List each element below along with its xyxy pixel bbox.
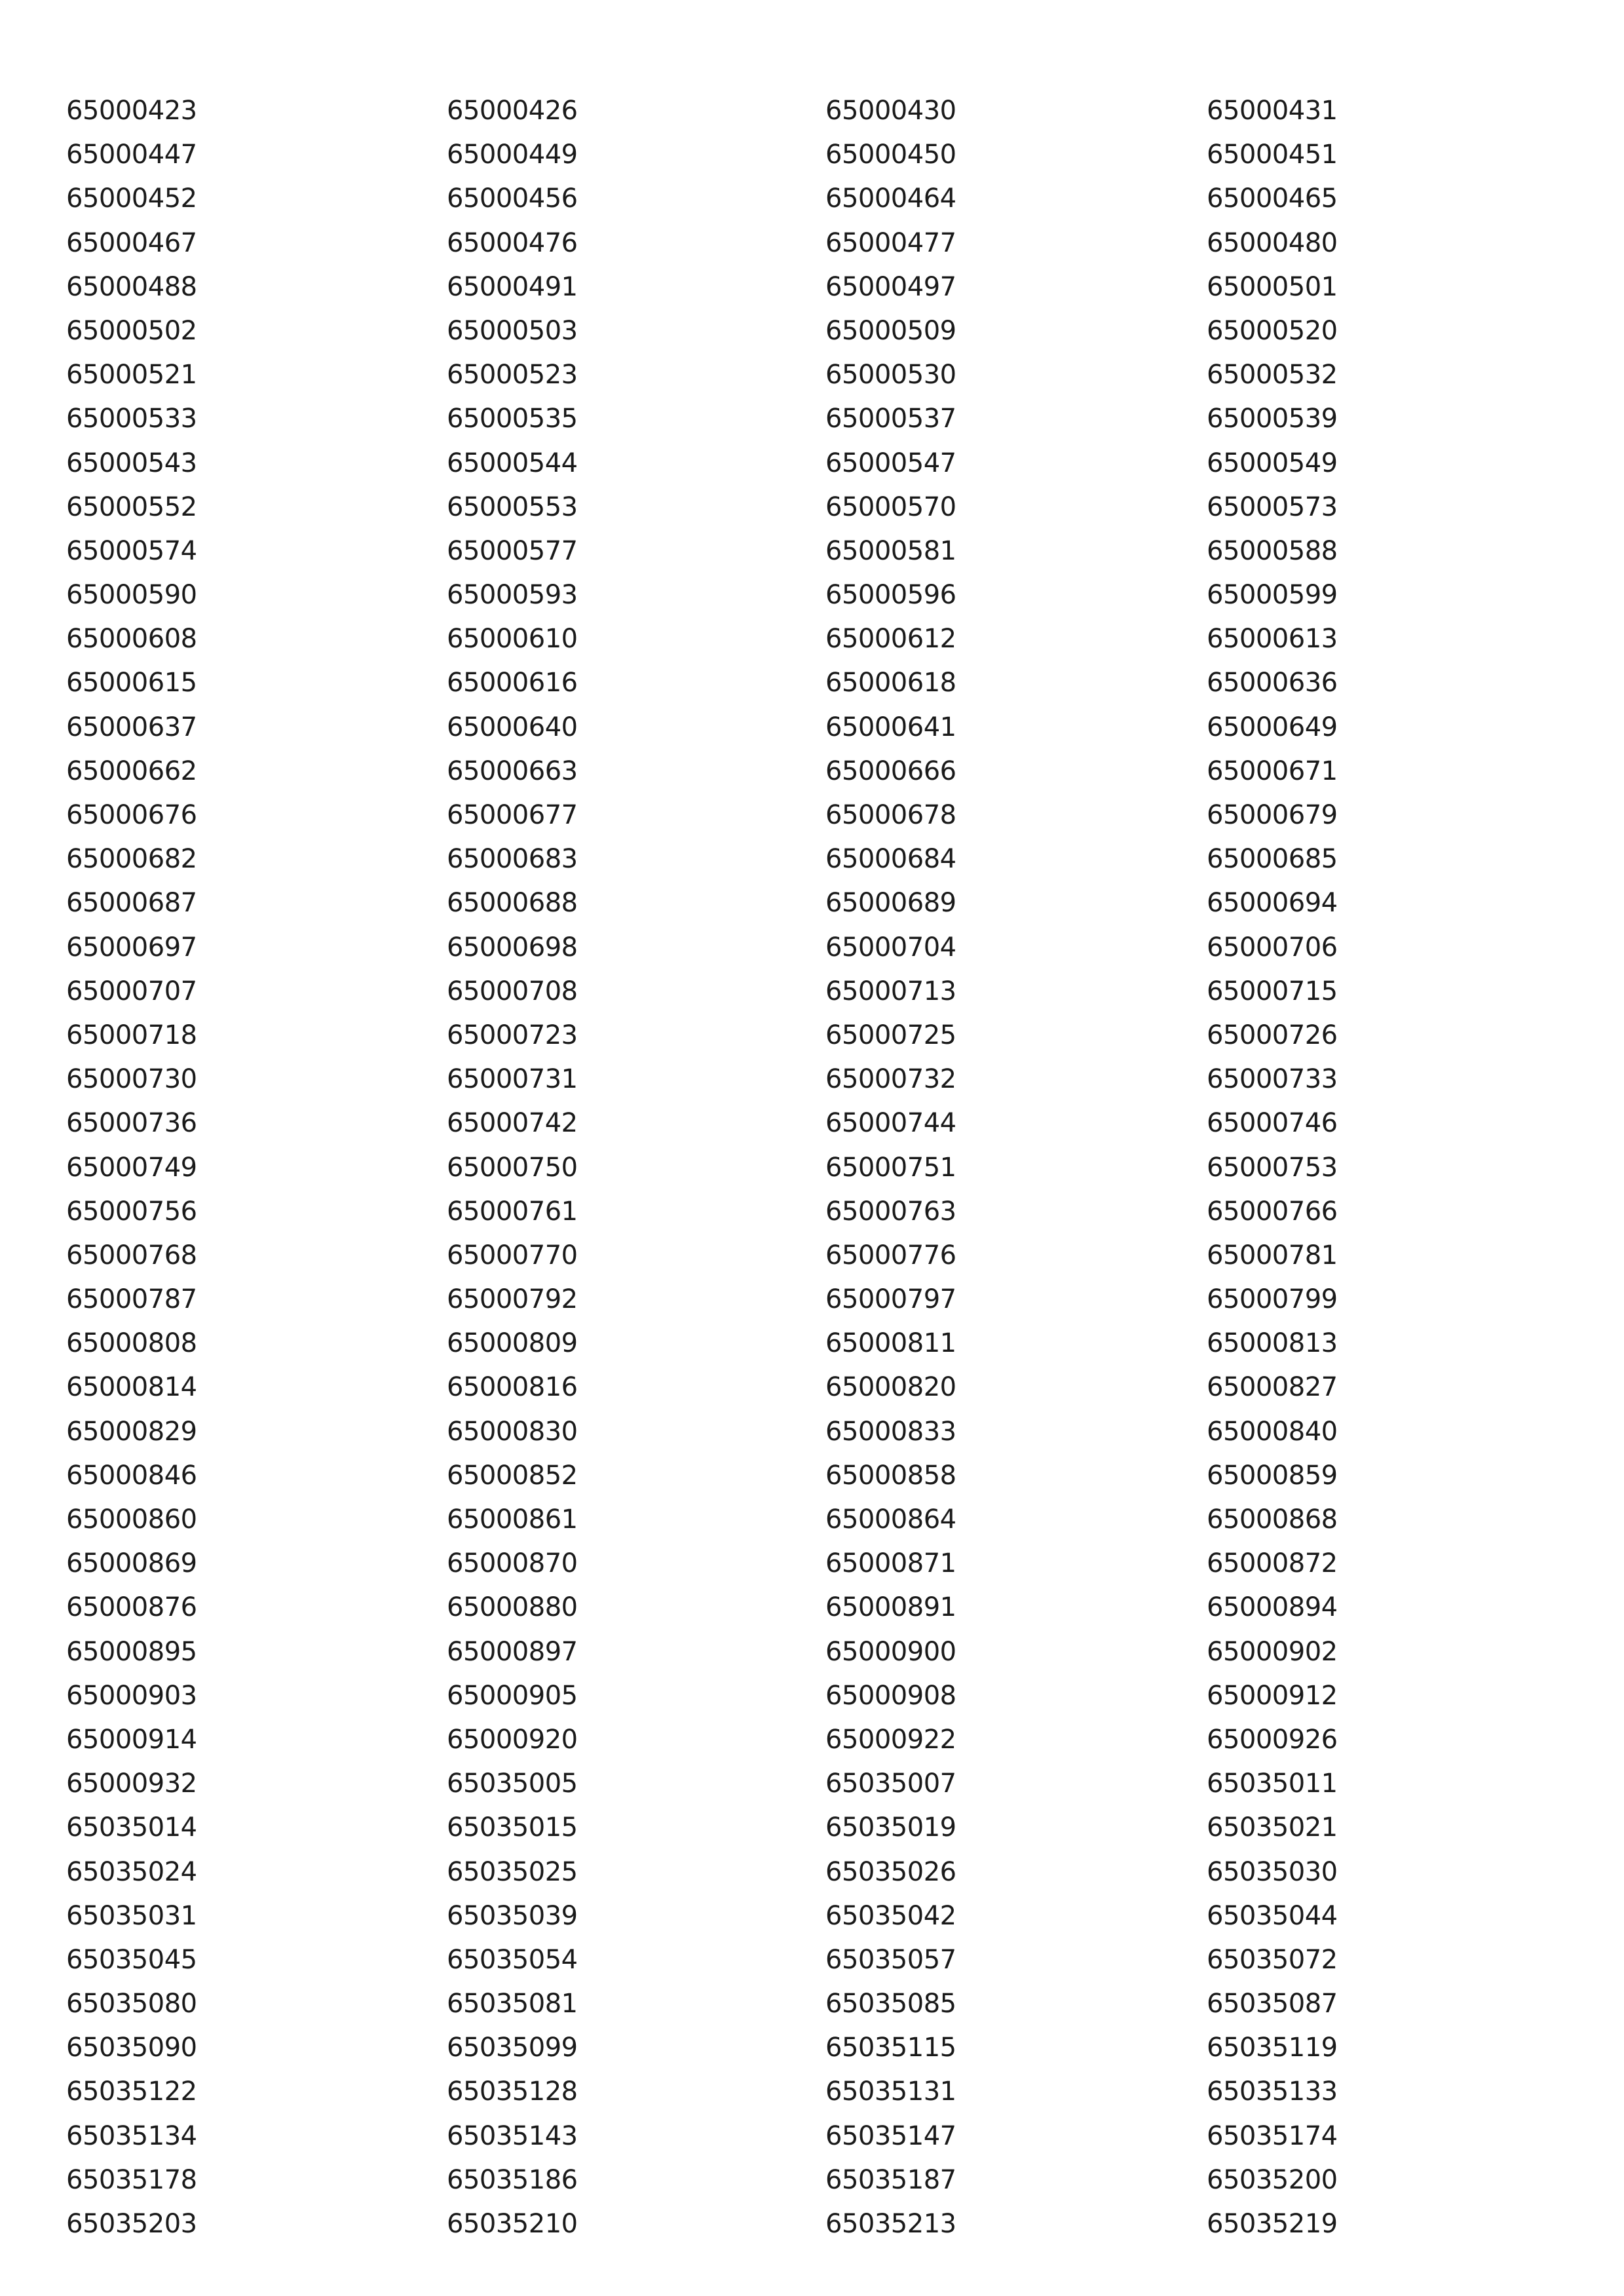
table-cell: 65000581 (825, 535, 956, 566)
table-cell: 65000509 (825, 315, 956, 346)
table-cell: 65000685 (1207, 844, 1338, 875)
table-cell: 65000678 (825, 800, 956, 830)
table-cell: 65035174 (1207, 2120, 1338, 2151)
table-cell: 65000641 (825, 712, 956, 742)
table-cell: 65000813 (1207, 1328, 1338, 1359)
table-cell: 65000464 (825, 183, 956, 214)
table-cell: 65000477 (825, 227, 956, 258)
table-cell: 65035057 (825, 1944, 956, 1975)
table-cell: 65000792 (447, 1284, 578, 1315)
table-cell: 65035128 (447, 2076, 578, 2107)
table-cell: 65035019 (825, 1812, 956, 1843)
table-cell: 65000451 (1207, 140, 1338, 170)
table-cell: 65000781 (1207, 1240, 1338, 1271)
table-cell: 65000523 (447, 360, 578, 391)
table-cell: 65000682 (66, 844, 197, 875)
table-cell: 65000846 (66, 1460, 197, 1491)
table-cell: 65000610 (447, 624, 578, 655)
table-cell: 65000811 (825, 1328, 956, 1359)
table-cell: 65035200 (1207, 2164, 1338, 2195)
table-cell: 65000871 (825, 1548, 956, 1579)
table-cell: 65000912 (1207, 1680, 1338, 1711)
table-cell: 65000491 (447, 271, 578, 302)
table-cell: 65000476 (447, 227, 578, 258)
table-cell: 65035014 (66, 1812, 197, 1843)
table-cell: 65000900 (825, 1636, 956, 1667)
table-cell: 65000426 (447, 96, 578, 126)
table-cell: 65035147 (825, 2120, 956, 2151)
table-cell: 65000447 (66, 140, 197, 170)
table-cell: 65000708 (447, 976, 578, 1006)
table-cell: 65000679 (1207, 800, 1338, 830)
table-cell: 65035186 (447, 2164, 578, 2195)
table-cell: 65000684 (825, 844, 956, 875)
table-cell: 65035024 (66, 1856, 197, 1887)
table-cell: 65000612 (825, 624, 956, 655)
table-cell: 65000859 (1207, 1460, 1338, 1491)
table-cell: 65000746 (1207, 1108, 1338, 1139)
table-cell: 65000480 (1207, 227, 1338, 258)
table-cell: 65000431 (1207, 96, 1338, 126)
table-cell: 65000830 (447, 1416, 578, 1447)
table-cell: 65000704 (825, 932, 956, 963)
table-cell: 65000768 (66, 1240, 197, 1271)
table-cell: 65000430 (825, 96, 956, 126)
code-table (66, 89, 1469, 2246)
table-cell: 65000677 (447, 800, 578, 830)
table-cell: 65000902 (1207, 1636, 1338, 1667)
table-cell: 65035122 (66, 2076, 197, 2107)
table-cell: 65000742 (447, 1108, 578, 1139)
table-cell: 65035119 (1207, 2033, 1338, 2063)
table-cell: 65035099 (447, 2033, 578, 2063)
table-cell: 65000766 (1207, 1196, 1338, 1227)
table-cell: 65000827 (1207, 1372, 1338, 1403)
table-cell: 65000588 (1207, 535, 1338, 566)
table-cell: 65000718 (66, 1020, 197, 1050)
table-cell: 65035025 (447, 1856, 578, 1887)
table-cell: 65000497 (825, 271, 956, 302)
table-cell: 65000456 (447, 183, 578, 214)
table-cell: 65000732 (825, 1064, 956, 1095)
table-cell: 65035005 (447, 1769, 578, 1799)
table-cell: 65000608 (66, 624, 197, 655)
table-cell: 65035219 (1207, 2209, 1338, 2239)
table-cell: 65000636 (1207, 668, 1338, 698)
table-cell: 65000570 (825, 491, 956, 522)
table-cell: 65000814 (66, 1372, 197, 1403)
table-cell: 65000574 (66, 535, 197, 566)
table-cell: 65000539 (1207, 404, 1338, 434)
table-cell: 65035087 (1207, 1989, 1338, 2019)
table-cell: 65000880 (447, 1592, 578, 1623)
table-cell: 65000833 (825, 1416, 956, 1447)
table-cell: 65000858 (825, 1460, 956, 1491)
table-cell: 65000615 (66, 668, 197, 698)
table-cell: 65000744 (825, 1108, 956, 1139)
table-cell: 65000753 (1207, 1152, 1338, 1183)
table-cell: 65000637 (66, 712, 197, 742)
table-cell: 65000599 (1207, 580, 1338, 611)
table-cell: 65000423 (66, 96, 197, 126)
table-cell: 65000596 (825, 580, 956, 611)
table-cell: 65000908 (825, 1680, 956, 1711)
table-cell: 65000698 (447, 932, 578, 963)
table-cell: 65000840 (1207, 1416, 1338, 1447)
table-cell: 65000872 (1207, 1548, 1338, 1579)
table-cell: 65000449 (447, 140, 578, 170)
table-cell: 65000749 (66, 1152, 197, 1183)
table-cell: 65000521 (66, 360, 197, 391)
table-cell: 65000553 (447, 491, 578, 522)
table-cell: 65000932 (66, 1769, 197, 1799)
table-cell: 65000852 (447, 1460, 578, 1491)
table-cell: 65035115 (825, 2033, 956, 2063)
table-cell: 65000903 (66, 1680, 197, 1711)
table-cell: 65000573 (1207, 491, 1338, 522)
table-cell: 65035090 (66, 2033, 197, 2063)
table-cell: 65000537 (825, 404, 956, 434)
table-cell: 65000797 (825, 1284, 956, 1315)
table-cell: 65000616 (447, 668, 578, 698)
table-cell: 65000926 (1207, 1724, 1338, 1755)
table-cell: 65035081 (447, 1989, 578, 2019)
table-cell: 65000663 (447, 756, 578, 786)
table-cell: 65000770 (447, 1240, 578, 1271)
table-cell: 65000465 (1207, 183, 1338, 214)
table-cell: 65035178 (66, 2164, 197, 2195)
table-cell: 65000897 (447, 1636, 578, 1667)
table-cell: 65000552 (66, 491, 197, 522)
table-cell: 65000689 (825, 888, 956, 919)
table-cell: 65000829 (66, 1416, 197, 1447)
table-cell: 65035203 (66, 2209, 197, 2239)
table-cell: 65035131 (825, 2076, 956, 2107)
table-cell: 65000715 (1207, 976, 1338, 1006)
table-cell: 65035210 (447, 2209, 578, 2239)
table-cell: 65000914 (66, 1724, 197, 1755)
table-cell: 65000809 (447, 1328, 578, 1359)
table-cell: 65035213 (825, 2209, 956, 2239)
table-cell: 65000869 (66, 1548, 197, 1579)
table-cell: 65000820 (825, 1372, 956, 1403)
table-cell: 65000533 (66, 404, 197, 434)
table-cell: 65000920 (447, 1724, 578, 1755)
table-cell: 65000544 (447, 448, 578, 478)
table-cell: 65000726 (1207, 1020, 1338, 1050)
table-cell: 65000543 (66, 448, 197, 478)
table-cell: 65000776 (825, 1240, 956, 1271)
table-cell: 65000613 (1207, 624, 1338, 655)
table-cell: 65000640 (447, 712, 578, 742)
table-cell: 65000905 (447, 1680, 578, 1711)
table-cell: 65000713 (825, 976, 956, 1006)
table-cell: 65035134 (66, 2120, 197, 2151)
table-cell: 65035011 (1207, 1769, 1338, 1799)
table-cell: 65000706 (1207, 932, 1338, 963)
table-cell: 65000895 (66, 1636, 197, 1667)
table-cell: 65000688 (447, 888, 578, 919)
table-cell: 65000501 (1207, 271, 1338, 302)
table-cell: 65000450 (825, 140, 956, 170)
table-cell: 65000452 (66, 183, 197, 214)
table-cell: 65000520 (1207, 315, 1338, 346)
table-cell: 65000763 (825, 1196, 956, 1227)
table-cell: 65035044 (1207, 1900, 1338, 1931)
table-cell: 65000467 (66, 227, 197, 258)
table-cell: 65035030 (1207, 1856, 1338, 1887)
table-cell: 65000922 (825, 1724, 956, 1755)
table-cell: 65000535 (447, 404, 578, 434)
table-cell: 65000860 (66, 1504, 197, 1535)
table-cell: 65000731 (447, 1064, 578, 1095)
table-cell: 65035187 (825, 2164, 956, 2195)
table-cell: 65000671 (1207, 756, 1338, 786)
table-cell: 65000618 (825, 668, 956, 698)
table-cell: 65000547 (825, 448, 956, 478)
table-cell: 65035026 (825, 1856, 956, 1887)
table-cell: 65000808 (66, 1328, 197, 1359)
table-cell: 65035085 (825, 1989, 956, 2019)
table-cell: 65000530 (825, 360, 956, 391)
table-cell: 65000697 (66, 932, 197, 963)
table-cell: 65000736 (66, 1108, 197, 1139)
table-cell: 65000787 (66, 1284, 197, 1315)
table-cell: 65000876 (66, 1592, 197, 1623)
table-cell: 65000799 (1207, 1284, 1338, 1315)
table-cell: 65000676 (66, 800, 197, 830)
table-cell: 65000649 (1207, 712, 1338, 742)
table-cell: 65000751 (825, 1152, 956, 1183)
table-cell: 65000733 (1207, 1064, 1338, 1095)
table-cell: 65000891 (825, 1592, 956, 1623)
table-cell: 65000816 (447, 1372, 578, 1403)
table-cell: 65000870 (447, 1548, 578, 1579)
table-cell: 65000502 (66, 315, 197, 346)
table-cell: 65035015 (447, 1812, 578, 1843)
table-cell: 65035072 (1207, 1944, 1338, 1975)
table-cell: 65035133 (1207, 2076, 1338, 2107)
table-cell: 65035054 (447, 1944, 578, 1975)
table-cell: 65000666 (825, 756, 956, 786)
table-cell: 65000894 (1207, 1592, 1338, 1623)
table-cell: 65035042 (825, 1900, 956, 1931)
table-cell: 65000532 (1207, 360, 1338, 391)
table-cell: 65000687 (66, 888, 197, 919)
table-cell: 65000723 (447, 1020, 578, 1050)
table-cell: 65035031 (66, 1900, 197, 1931)
table-cell: 65035007 (825, 1769, 956, 1799)
table-cell: 65000861 (447, 1504, 578, 1535)
table-cell: 65035143 (447, 2120, 578, 2151)
table-cell: 65035080 (66, 1989, 197, 2019)
table-cell: 65000761 (447, 1196, 578, 1227)
table-cell: 65000725 (825, 1020, 956, 1050)
table-cell: 65035045 (66, 1944, 197, 1975)
table-cell: 65000590 (66, 580, 197, 611)
table-cell: 65000503 (447, 315, 578, 346)
table-cell: 65000549 (1207, 448, 1338, 478)
table-cell: 65000756 (66, 1196, 197, 1227)
table-cell: 65000577 (447, 535, 578, 566)
table-cell: 65000694 (1207, 888, 1338, 919)
table-cell: 65000864 (825, 1504, 956, 1535)
table-cell: 65000730 (66, 1064, 197, 1095)
table-cell: 65035039 (447, 1900, 578, 1931)
table-cell: 65000488 (66, 271, 197, 302)
table-cell: 65000707 (66, 976, 197, 1006)
table-cell: 65000662 (66, 756, 197, 786)
table-cell: 65035021 (1207, 1812, 1338, 1843)
table-cell: 65000868 (1207, 1504, 1338, 1535)
table-cell: 65000683 (447, 844, 578, 875)
table-cell: 65000593 (447, 580, 578, 611)
table-cell: 65000750 (447, 1152, 578, 1183)
